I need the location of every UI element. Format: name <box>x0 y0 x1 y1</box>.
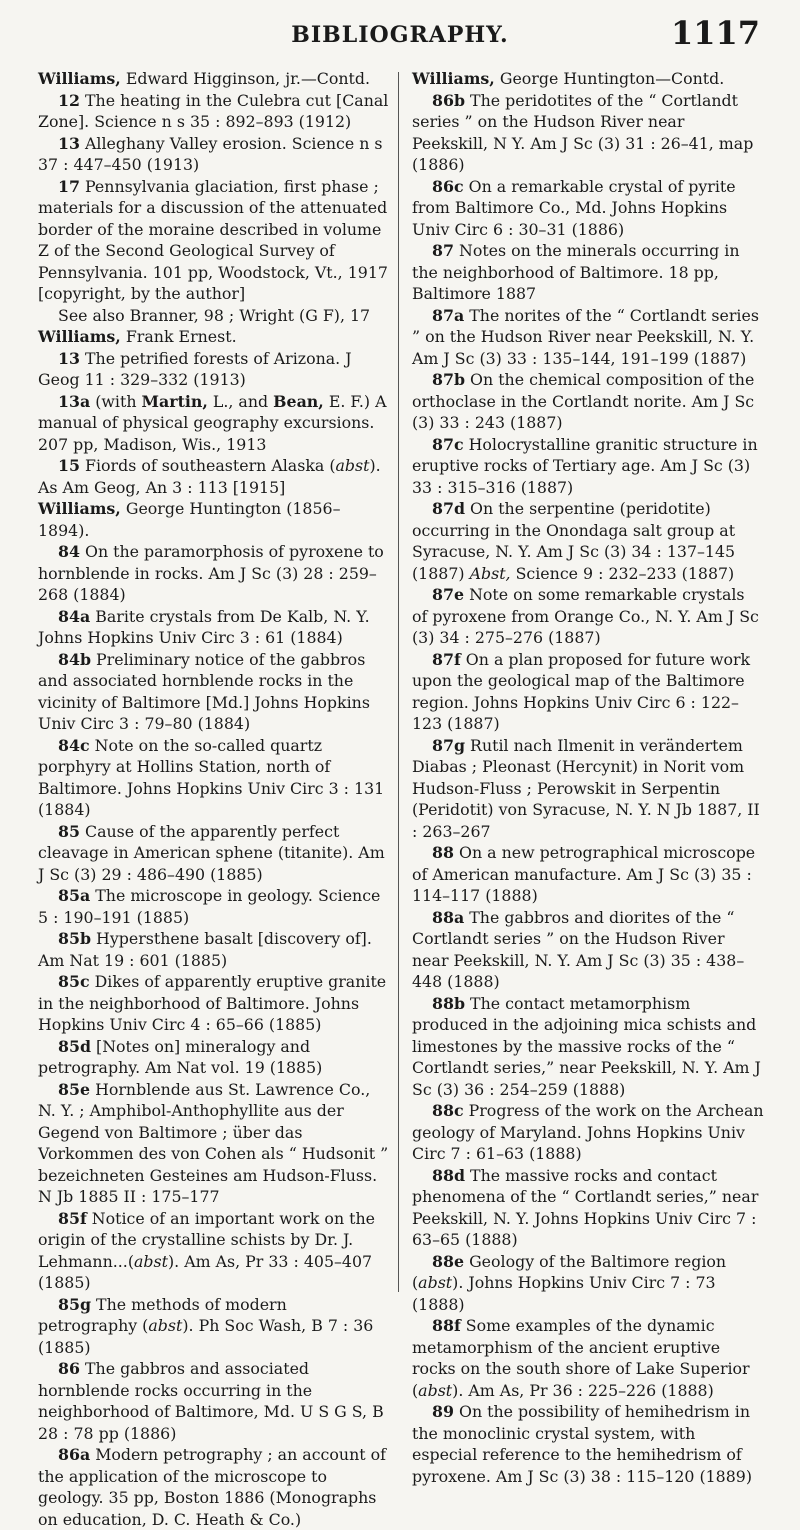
author-heading: Williams, George Huntington—Contd. <box>412 69 725 88</box>
bib-entry: 86 The gabbros and associated hornblende rocks occurring in the neighborhood of Baltimore, Md. U S G S, B 28 : 78 pp (1886) <box>38 1359 384 1443</box>
bib-entry: 86b The peridotites of the “ Cortlandt series ” on the Hudson River near Peekskill, N Y. Am J Sc (3) 31 : 26–41, map (1886) <box>412 90 754 174</box>
bib-entry: 87f On a plan proposed for future work upon the geological map of the Baltimore region. Johns Hopkins Univ Circ 6 : 122–123 (1887) <box>412 649 751 733</box>
bib-entry: 87b On the chemical composition of the orthoclase in the Cortlandt norite. Am J Sc (3) 33 : 243 (1887) <box>412 370 755 432</box>
page-number: 1117 <box>670 14 760 52</box>
bib-entry: 84c Note on the so-called quartz porphyry at Hollins Station, north of Baltimore. Johns Hopkins Univ Circ 3 : 131 (1884) <box>38 735 385 819</box>
bib-entry: 88e Geology of the Baltimore region (abst). Johns Hopkins Univ Circ 7 : 73 (1888) <box>412 1251 727 1314</box>
right-column <box>412 68 764 1487</box>
bib-entry: 88c Progress of the work on the Archean geology of Maryland. Johns Hopkins Univ Circ 7 : 61–63 (1888) <box>412 1101 764 1163</box>
bib-entry: 88b The contact metamorphism produced in the adjoining mica schists and limestones by the massive rocks of the “ Cortlandt series,” near Peekskill, N. Y. Am J Sc (3) 36 : 254–259 (1888) <box>412 993 761 1099</box>
page-header <box>40 14 760 62</box>
bib-entry: 86a Modern petrography ; an account of the application of the microscope to geology. 35 pp, Boston 1886 (Monographs on education, D. C. Heath & Co.) <box>38 1445 386 1529</box>
bib-entry: 85c Dikes of apparently eruptive granite in the neighborhood of Baltimore. Johns Hopkins Univ Circ 4 : 65–66 (1885) <box>38 972 387 1034</box>
bib-entry: 88a The gabbros and diorites of the “ Cortlandt series ” on the Hudson River near Peekskill, N. Y. Am J Sc (3) 35 : 438–448 (1888) <box>412 907 745 991</box>
bib-entry: 85d [Notes on] mineralogy and petrography. Am Nat vol. 19 (1885) <box>38 1036 323 1077</box>
bib-entry: 88 On a new petrographical microscope of American manufacture. Am J Sc (3) 35 : 114–117 (1888) <box>412 843 756 905</box>
bib-entry: 88d The massive rocks and contact phenomena of the “ Cortlandt series,” near Peekskill, N. Y. Johns Hopkins Univ Circ 7 : 63–65 (1888) <box>412 1165 759 1249</box>
bib-entry: 17 Pennsylvania glaciation, first phase ; materials for a discussion of the attenuated border of the moraine described in volume Z of the Second Geological Survey of Pennsylvania. 101 pp, Woodstock, Vt., 1917 [copyright, by the author] <box>38 176 388 303</box>
author-heading: Williams, George Huntington (1856–1894). <box>38 499 341 540</box>
bib-entry: 85f Notice of an important work on the origin of the crystalline schists by Dr. J. Lehmann...(abst). Am As, Pr 33 : 405–407 (1885) <box>38 1208 376 1292</box>
running-title: BIBLIOGRAPHY. <box>291 22 509 48</box>
left-column <box>38 68 390 1530</box>
bib-entry: 15 Fiords of southeastern Alaska (abst). As Am Geog, An 3 : 113 [1915] <box>38 456 381 497</box>
author-heading: Williams, Edward Higginson, jr.—Contd. <box>38 69 370 88</box>
bib-entry: 87a The norites of the “ Cortlandt series ” on the Hudson River near Peekskill, N. Y. Am J Sc (3) 33 : 135–144, 191–199 (1887) <box>412 305 759 368</box>
bib-entry: 84b Preliminary notice of the gabbros and associated hornblende rocks in the vicinity of Baltimore [Md.] Johns Hopkins Univ Circ 3 : 79–80 (1884) <box>38 649 370 733</box>
bib-entry: 13 Alleghany Valley erosion. Science n s 37 : 447–450 (1913) <box>38 133 383 174</box>
bib-entry: 87g Rutil nach Ilmenit in verändertem Diabas ; Pleonast (Hercynit) in Norit vom Hudson-Fluss ; Perowskit in Serpentin (Peridotit) von Syracuse, N. Y. N Jb 1887, II : 263–267 <box>412 735 760 841</box>
bib-entry: 85b Hypersthene basalt [discovery of]. Am Nat 19 : 601 (1885) <box>38 929 372 970</box>
bib-entry: 12 The heating in the Culebra cut [Canal Zone]. Science n s 35 : 892–893 (1912) <box>38 90 389 131</box>
bib-entry: 89 On the possibility of hemihedrism in the monoclinic crystal system, with especial reference to the hemihedrism of pyroxene. Am J Sc (3) 38 : 115–120 (1889) <box>412 1402 752 1486</box>
bib-entry: 86c On a remarkable crystal of pyrite from Baltimore Co., Md. Johns Hopkins Univ Circ 6 : 30–31 (1886) <box>412 176 736 239</box>
bib-entry: 87d On the serpentine (peridotite) occurring in the Onondaga salt group at Syracuse, N. Y. Am J Sc (3) 34 : 137–145 (1887) Abst, Science 9 : 232–233 (1887) <box>412 499 736 583</box>
bib-entry: 87c Holocrystalline granitic structure in eruptive rocks of Tertiary age. Am J Sc (3) 33 : 315–316 (1887) <box>412 434 758 497</box>
bib-entry: 88f Some examples of the dynamic metamorphism of the ancient eruptive rocks on the south shore of Lake Superior (abst). Am As, Pr 36 : 225–226 (1888) <box>412 1316 750 1400</box>
bib-entry: 84a Barite crystals from De Kalb, N. Y. Johns Hopkins Univ Circ 3 : 61 (1884) <box>38 606 370 647</box>
column-divider <box>398 72 399 1292</box>
bib-entry: 85a The microscope in geology. Science 5 : 190–191 (1885) <box>38 886 381 927</box>
bib-entry: 87 Notes on the minerals occurring in the neighborhood of Baltimore. 18 pp, Baltimore 1887 <box>412 241 740 303</box>
author-heading: Williams, Frank Ernest. <box>38 327 237 346</box>
bib-entry: 85e Hornblende aus St. Lawrence Co., N. Y. ; Amphibol-Anthophyllite aus der Gegend von Baltimore ; über das Vorkommen des von Cohen als “ Hudsonit ” bezeichneten Gesteines am Hudson-Fluss. N Jb 1885 II : 175–177 <box>38 1079 389 1206</box>
bib-entry: 84 On the paramorphosis of pyroxene to hornblende in rocks. Am J Sc (3) 28 : 259–268 (1884) <box>38 542 384 604</box>
bib-entry: 13 The petrified forests of Arizona. J Geog 11 : 329–332 (1913) <box>38 348 352 389</box>
bib-entry: 13a (with Martin, L., and Bean, E. F.) A manual of physical geography excursions. 207 pp, Madison, Wis., 1913 <box>38 391 387 454</box>
bib-entry: 85 Cause of the apparently perfect cleavage in American sphene (titanite). Am J Sc (3) 29 : 486–490 (1885) <box>38 821 385 884</box>
see-also-note: See also Branner, 98 ; Wright (G F), 17 <box>58 305 371 325</box>
bib-entry: 85g The methods of modern petrography (abst). Ph Soc Wash, B 7 : 36 (1885) <box>38 1294 374 1357</box>
bib-entry: 87e Note on some remarkable crystals of pyroxene from Orange Co., N. Y. Am J Sc (3) 34 : 275–276 (1887) <box>412 585 759 647</box>
